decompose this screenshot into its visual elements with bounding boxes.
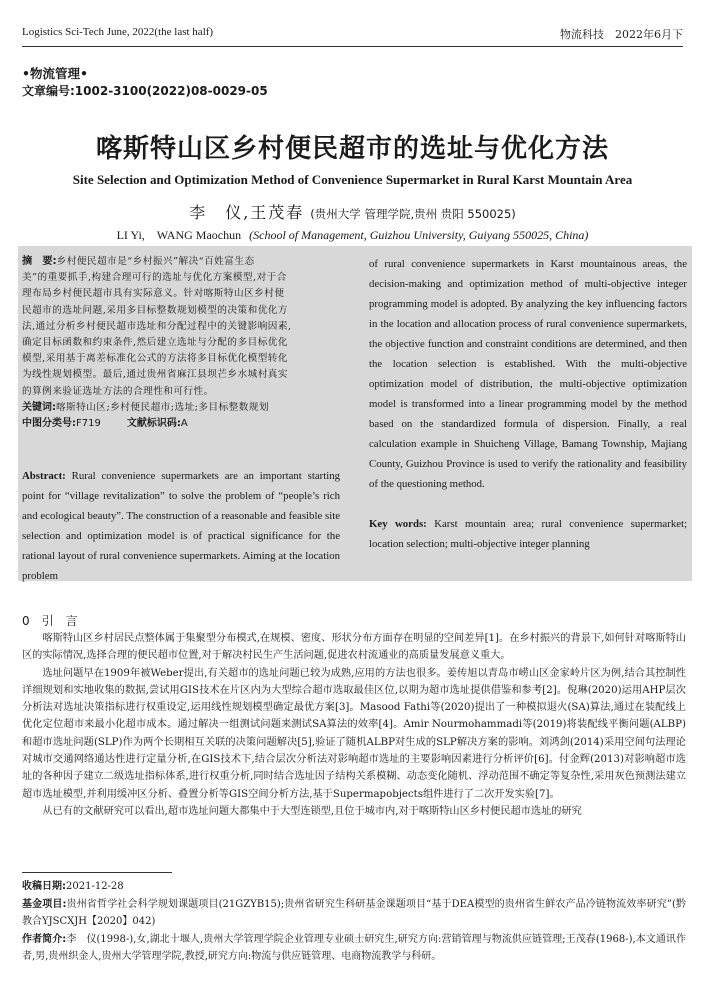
column-tag: •物流管理• (22, 66, 88, 81)
header-divider (22, 46, 683, 47)
doc-code-value: A (180, 418, 188, 430)
abstract-cn-line: 确定目标函数和约束条件,然后建立选址与分配的多目标优化 (22, 337, 288, 349)
abstract-cn-line: 美”的重要抓手,构建合理可行的选址与优化方案模型,对于合 (22, 272, 287, 284)
fund-value: 贵州省哲学社会科学规划课题项目(21GZYB15);贵州省研究生科研基金课题项目“基于DEA模型的贵州省生鲜农产品冷链物流效率研究”(黔教合YJSCXJH【2020】042) (22, 898, 686, 927)
clc-value: F719 (76, 418, 101, 430)
affiliation-cn: (贵州大学 管理学院,贵州 贵阳 550025) (310, 207, 516, 221)
affiliation-en: (School of Management, Guizhou University, Guiyang 550025, China) (249, 228, 589, 242)
abstract-en-text-2: of rural convenience supermarkets in Karst mountainous areas, the decision-making and optimization method of multi-objective integer programming model is adopted. By analyzing the key influencing factors in the location and allocation process of rural convenience supermarkets, the objective function and constraint conditions are determined, and then the location selection is established. With the multi-objective optimization model of distribution, the multi-objective optimization model is transformed into a linear programming model by the method based on the standardized formula of dispersion. Finally, a real calculation example in Shuicheng Village, Bamang Township, Majiang County, Guizhou Province is used to verify the rationality and feasibility of the questioning method. (369, 258, 687, 490)
keywords-en (369, 514, 687, 554)
author-names-cn: 李 仪,王茂春 (189, 203, 305, 222)
footnotes (22, 878, 686, 966)
keywords-en-label: Key words: (369, 518, 427, 530)
abstract-en-part1 (22, 466, 340, 586)
author-bio-value: 李 仪(1998-),女,湖北十堰人,贵州大学管理学院企业管理专业硕士研究生,研究方向:营销管理与物流供应链管理;王茂春(1968-),本文通讯作者,男,贵州织金人,贵州大学管理学院,教授,研究方向:物流与供应链管理、电商物流教学与科研。 (22, 933, 686, 962)
received-value: 2021-12-28 (66, 881, 124, 892)
abstract-cn (22, 254, 340, 432)
intro-paragraph: 喀斯特山区乡村居民点整体属于集聚型分布模式,在规模、密度、形状分布方面存在明显的空间差异[1]。在乡村振兴的背景下,如何针对喀斯特山区的实际情况,选择合理的便民超市位置,对于解决村民生产生活问题,促进农村流通业的高质量发展意义重大。 (22, 633, 686, 662)
journal-name-en: Logistics Sci-Tech June, 2022(the last half) (22, 26, 214, 38)
abstract-en-label: Abstract: (22, 470, 66, 482)
article-number: 文章编号:1002-3100(2022)08-0029-05 (22, 84, 268, 98)
author-names-en: LI Yi, WANG Maochun (116, 228, 242, 242)
abstract-en-part2 (369, 254, 687, 554)
classification-row (22, 416, 340, 432)
clc-label: 中图分类号: (22, 418, 76, 430)
author-bio (22, 931, 686, 966)
title-en: Site Selection and Optimization Method of Convenience Supermarket in Rural Karst Mountain Area (72, 172, 633, 187)
authors-cn (0, 200, 705, 223)
author-bio-label: 作者简介: (22, 933, 67, 945)
keywords-cn-label: 关键词: (22, 401, 56, 413)
intro-paragraph: 选址问题早在1909年被Weber提出,有关超市的选址问题已较为成熟,应用的方法也很多。姜传旭以青岛市崂山区金家岭片区为例,结合其控制性详细规划和实地收集的数据,尝试用GIS技术在片区内为大型综合超市选取最佳区位,以期为超市选址提供借鉴和参考[2]。倪琳(2020)运用AHP层次分析法对选址决策指标进行权重设定,运用线性规划模型确定最优方案[3]。Masood Fathi等(2020)提出了一种模拟退火(SA)算法,通过在装配线上优化定位超市来最小化超市成本。通过解决一组测试问题来测试SA算法的效率[4]。Amir Nourmohammadi等(2019)将装配线平衡问题(ALBP)和超市选址问题(SLP)作为两个长期相互关联的决策问题解决[5],验证了随机ALBP对生成的SLP解决方案的影响。刘鸿剑(2014)采用空间句法理论对城市交通网络通达性进行定量分析,在GIS技术下,结合层次分析法对影响超市选址的主要影响因素进行分析评价[6]。付金辉(2013)对影响超市选址的各种因子建立二级选址指标体系,进行权重分析,同时结合选址因子结构关系模糊、动态变化随机、浮动范围不确定等复杂性,采用灰色预测法建立超市选址模型,并利用缓冲区分析、叠置分析等GIS空间分析方法,基于Supermapobjects组件进行了二次开发实验[7]。 (22, 667, 686, 800)
fund-label: 基金项目: (22, 898, 67, 910)
keywords-en-text: Karst mountain area; rural convenience supermarket; location selection; multi-objective integer planning (369, 518, 688, 550)
abstract-cn-line: 为线性规划模型。最后,通过贵州省麻江县坝芒乡水城村真实 (22, 369, 288, 381)
title-cn: 喀斯特山区乡村便民超市的选址与优化方法 (95, 134, 609, 164)
abstract-en-text-1: Rural convenience supermarkets are an important starting point for “village revitalization” to solve the problem of “people’s rich and ecological beauty”. The construction of a reasonable and feasible site selection and optimization model is of practical significance for the rational layout of rural convenience supermarkets. Aiming at the location problem (22, 470, 341, 582)
received-label: 收稿日期: (22, 881, 66, 892)
abstract-cn-label: 摘 要: (22, 256, 57, 267)
abstract-cn-line: 理布局乡村便民超市具有实际意义。针对喀斯特山区乡村便 (22, 288, 285, 300)
abstract-cn-text: 乡村便民超市是“乡村振兴”解决“百姓富生态 (56, 256, 255, 267)
fund-info (22, 896, 686, 931)
abstract-cn-line: 的算例来验证选址方法的合理性和可行性。 (22, 385, 214, 397)
authors-en (0, 226, 705, 243)
section-heading-intro: 0 引 言 (22, 614, 78, 628)
received-date (22, 878, 686, 896)
abstract-cn-line: 民超市的选址问题,采用多目标整数规划模型的决策和优化方 (22, 304, 288, 316)
intro-body (22, 630, 686, 820)
running-header (22, 26, 683, 44)
doc-code-label: 文献标识码: (126, 418, 181, 430)
keywords-cn (22, 400, 340, 416)
journal-name-cn: 物流科技 2022年6月下 (560, 28, 683, 41)
abstract-cn-line: 法,通过分析乡村便民超市选址和分配过程中的关键影响因素, (22, 320, 292, 332)
keywords-cn-text: 喀斯特山区;乡村便民超市;选址;多目标整数规划 (56, 401, 270, 413)
footnote-divider (22, 872, 172, 873)
intro-paragraph: 从已有的文献研究可以看出,超市选址问题大都集中于大型连锁型,且位于城市内,对于喀斯特山区乡村便民超市选址的研究 (42, 805, 582, 817)
abstract-cn-line (22, 254, 340, 270)
abstract-cn-line: 模型,采用基于离差标准化公式的方法将多目标优化模型转化 (22, 353, 288, 365)
